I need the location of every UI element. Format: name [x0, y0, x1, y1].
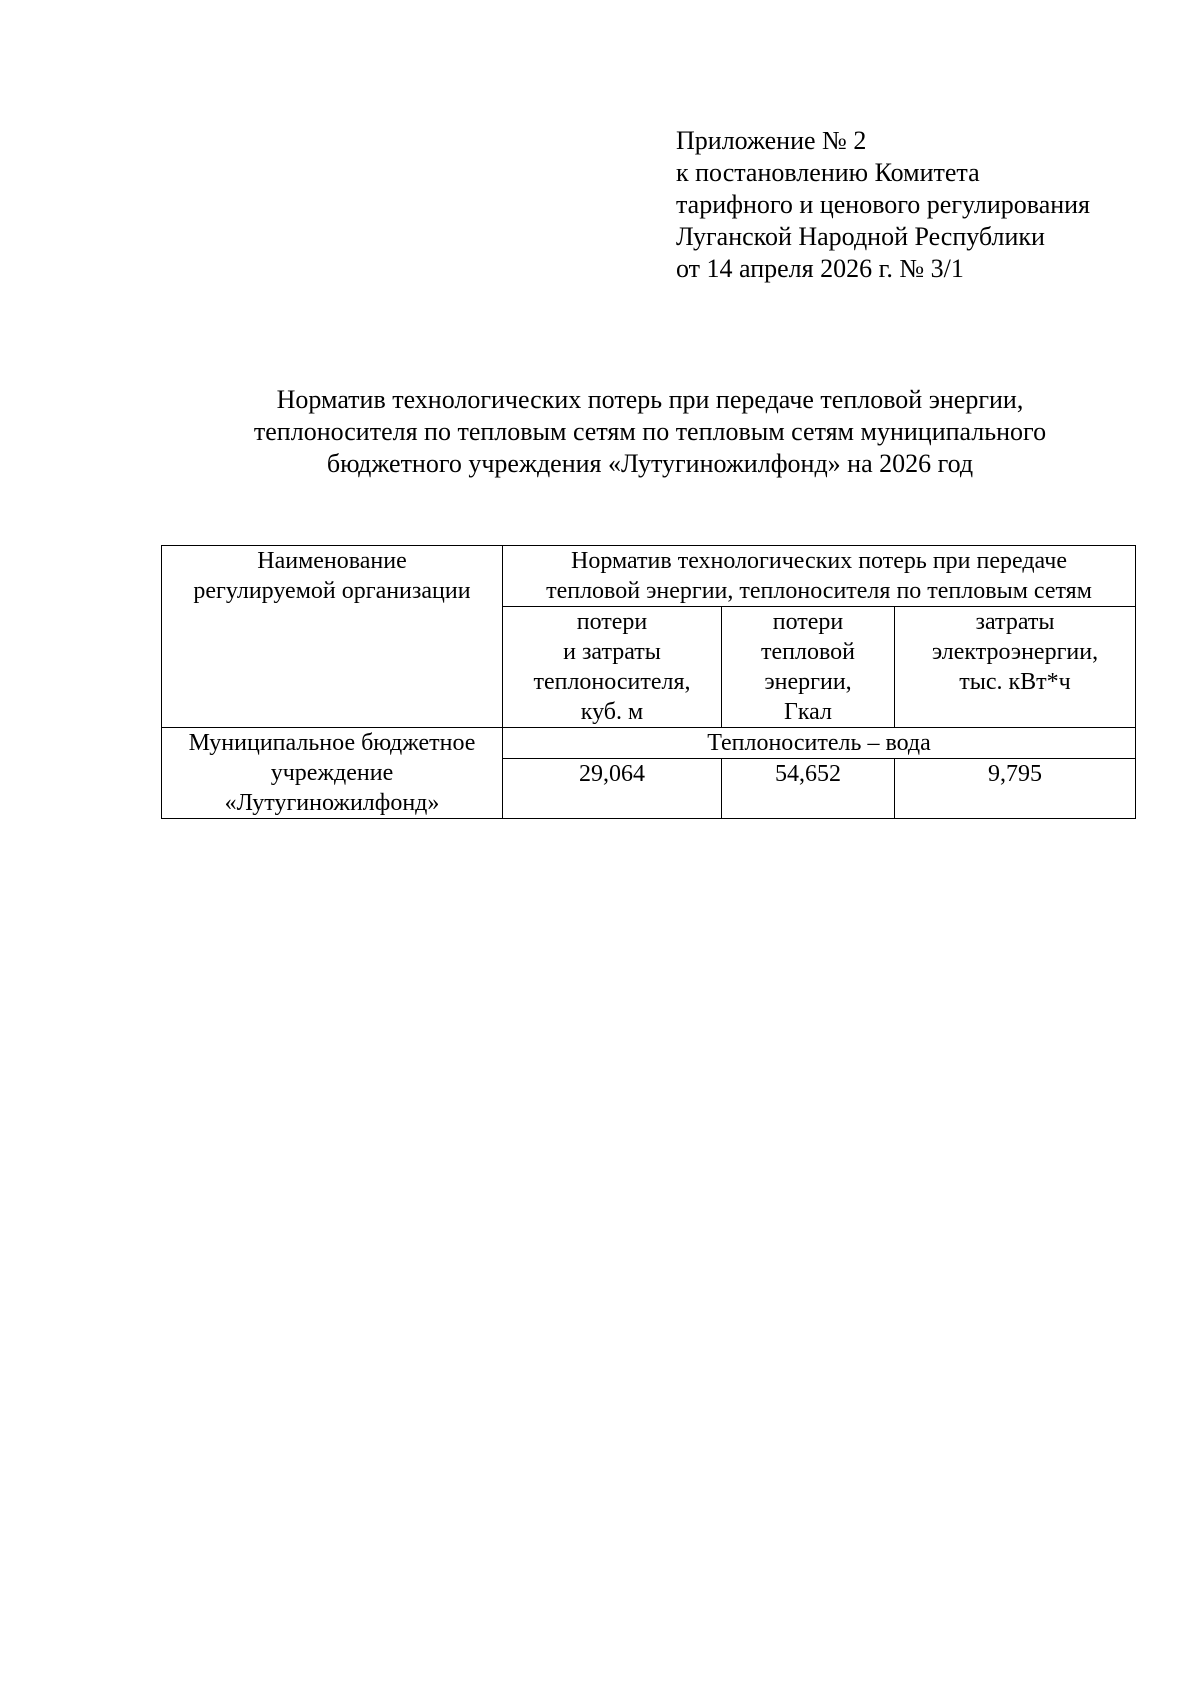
- org-name-line: Муниципальное бюджетное: [188, 730, 476, 756]
- org-name-cell: [162, 728, 503, 819]
- title-line: бюджетного учреждения «Лутугиножилфонд» на 2026 год: [326, 449, 974, 478]
- carrier-type-cell: Теплоноситель – вода: [503, 728, 1136, 759]
- value-heat-losses: 54,652: [722, 759, 895, 819]
- header-line: и затраты: [563, 639, 661, 665]
- header-org-line: Наименование: [257, 548, 407, 574]
- header-group-line: тепловой энергии, теплоносителя по тепловым сетям: [546, 578, 1092, 604]
- appendix-date: от 14 апреля 2026 г. № 3/1: [676, 254, 964, 283]
- header-line: Гкал: [783, 699, 832, 725]
- header-line: электроэнергии,: [931, 639, 1099, 665]
- table-header-row: [162, 546, 1136, 607]
- header-org-name: [162, 546, 503, 728]
- appendix-block: [676, 125, 1156, 285]
- header-norm-group: [503, 546, 1136, 607]
- header-electricity-costs: [895, 607, 1136, 728]
- header-line: затраты: [975, 609, 1055, 635]
- header-carrier-losses: [503, 607, 722, 728]
- appendix-republic: Луганской Народной Республики: [676, 222, 1045, 251]
- appendix-number: Приложение № 2: [676, 126, 867, 155]
- header-line: тыс. кВт*ч: [959, 669, 1071, 695]
- header-line: энергии,: [764, 669, 852, 695]
- appendix-decree-ref: к постановлению Комитета: [676, 158, 980, 187]
- header-line: потери: [772, 609, 844, 635]
- value-electricity-costs: 9,795: [895, 759, 1136, 819]
- document-title: [150, 384, 1150, 480]
- norms-table: [161, 545, 1136, 819]
- value-carrier-losses: 29,064: [503, 759, 722, 819]
- org-name-line: учреждение: [270, 760, 394, 786]
- header-org-line: регулируемой организации: [193, 578, 471, 604]
- org-name-line: «Лутугиножилфонд»: [224, 790, 440, 816]
- title-line: теплоносителя по тепловым сетям по тепловым сетям муниципального: [253, 417, 1047, 446]
- table-row: [162, 728, 1136, 759]
- header-line: куб. м: [580, 699, 644, 725]
- header-heat-losses: [722, 607, 895, 728]
- header-line: потери: [576, 609, 648, 635]
- header-group-line: Норматив технологических потерь при передаче: [571, 548, 1067, 574]
- header-line: тепловой: [761, 639, 855, 665]
- title-line: Норматив технологических потерь при передаче тепловой энергии,: [276, 385, 1024, 414]
- header-line: теплоносителя,: [533, 669, 691, 695]
- appendix-committee: тарифного и ценового регулирования: [676, 190, 1091, 219]
